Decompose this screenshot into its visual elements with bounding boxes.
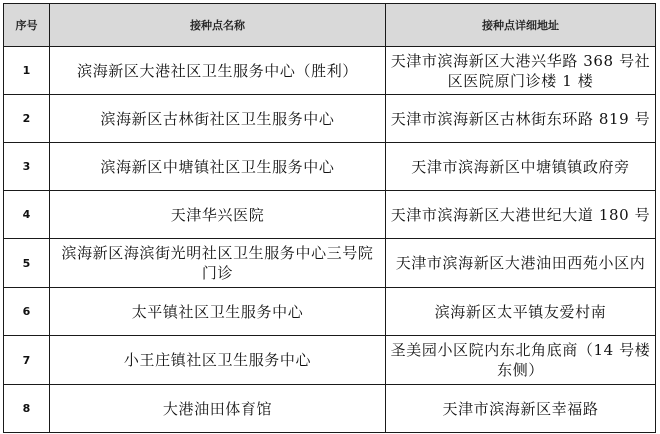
- site-name: 大港油田体育馆: [50, 385, 386, 433]
- site-address: 天津市滨海新区大港世纪大道 180 号: [386, 191, 656, 239]
- site-name: 滨海新区海滨街光明社区卫生服务中心三号院门诊: [50, 239, 386, 288]
- header-site-name: 接种点名称: [50, 4, 386, 47]
- row-index: 3: [4, 143, 50, 191]
- row-index: 6: [4, 288, 50, 336]
- row-index: 1: [4, 47, 50, 95]
- site-address: 天津市滨海新区中塘镇镇政府旁: [386, 143, 656, 191]
- row-index: 8: [4, 385, 50, 433]
- site-name: 小王庄镇社区卫生服务中心: [50, 336, 386, 385]
- header-site-address: 接种点详细地址: [386, 4, 656, 47]
- table-row: [4, 288, 656, 336]
- site-address: 天津市滨海新区幸福路: [386, 385, 656, 433]
- site-name: 太平镇社区卫生服务中心: [50, 288, 386, 336]
- site-address: 天津市滨海新区大港兴华路 368 号社区医院原门诊楼 1 楼: [386, 47, 656, 95]
- table-row: [4, 191, 656, 239]
- site-name: 天津华兴医院: [50, 191, 386, 239]
- header-row: [4, 4, 656, 47]
- site-address: 天津市滨海新区大港油田西苑小区内: [386, 239, 656, 288]
- row-index: 2: [4, 95, 50, 143]
- site-address: 圣美园小区院内东北角底商（14 号楼东侧）: [386, 336, 656, 385]
- vaccination-sites-sheet: [3, 3, 655, 431]
- site-name: 滨海新区大港社区卫生服务中心（胜利）: [50, 47, 386, 95]
- row-index: 5: [4, 239, 50, 288]
- table-row: [4, 336, 656, 385]
- site-name: 滨海新区中塘镇社区卫生服务中心: [50, 143, 386, 191]
- table-row: [4, 385, 656, 433]
- site-address: 滨海新区太平镇友爱村南: [386, 288, 656, 336]
- vaccination-sites-table: [3, 3, 656, 433]
- header-index: 序号: [4, 4, 50, 47]
- row-index: 7: [4, 336, 50, 385]
- row-index: 4: [4, 191, 50, 239]
- table-row: [4, 143, 656, 191]
- table-row: [4, 47, 656, 95]
- site-name: 滨海新区古林街社区卫生服务中心: [50, 95, 386, 143]
- table-row: [4, 239, 656, 288]
- table-row: [4, 95, 656, 143]
- site-address: 天津市滨海新区古林街东环路 819 号: [386, 95, 656, 143]
